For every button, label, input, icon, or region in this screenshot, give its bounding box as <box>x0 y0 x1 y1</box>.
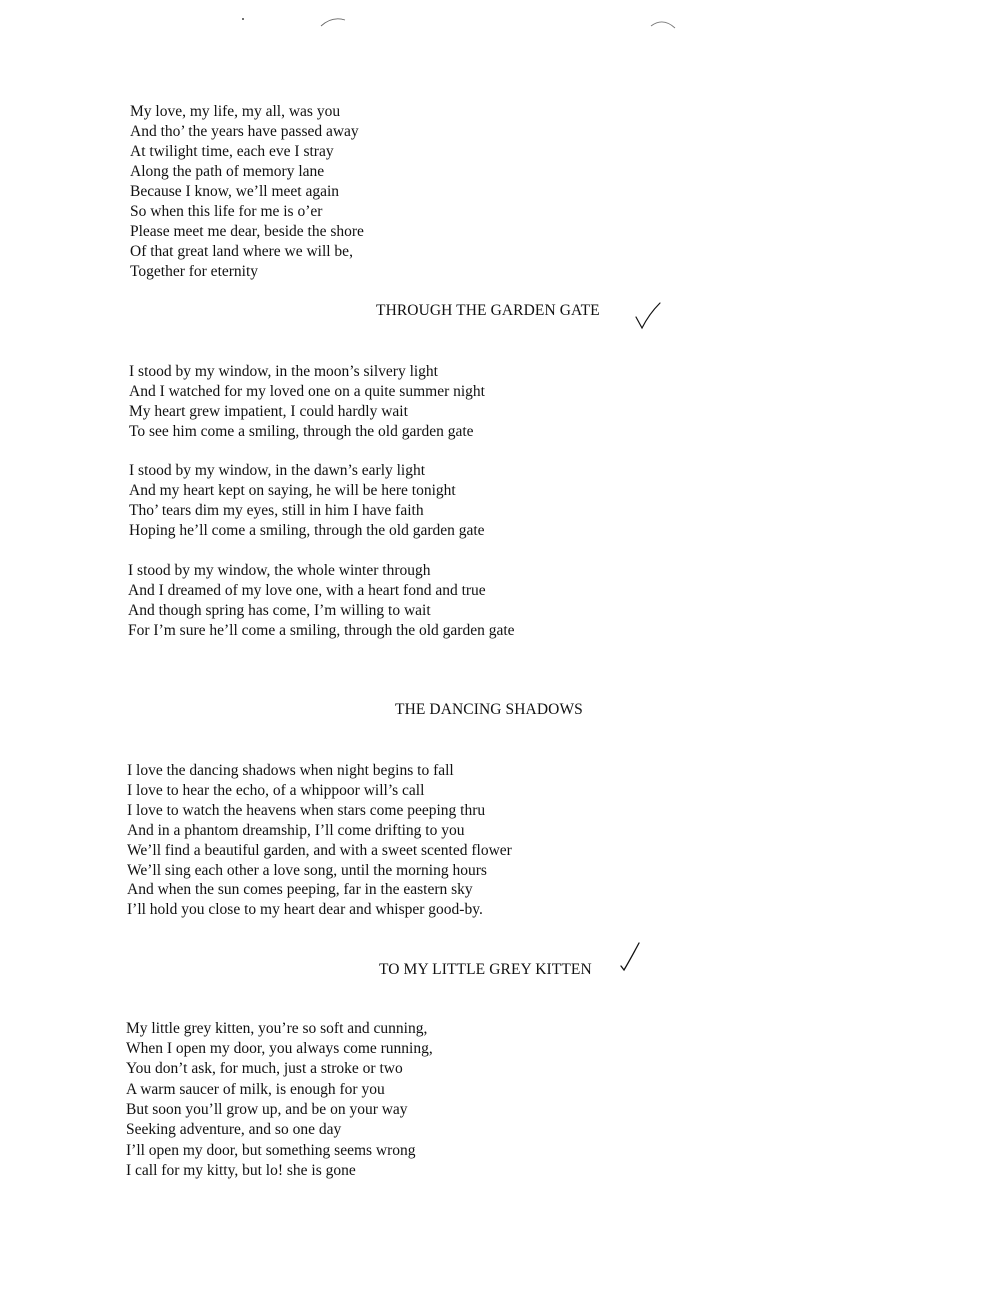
poem-line: And in a phantom dreamship, I’ll come drifting to you <box>127 822 465 839</box>
poem-line: When I open my door, you always come running, <box>126 1040 433 1057</box>
poem-line: I love the dancing shadows when night begins to fall <box>127 762 454 779</box>
poem-line: For I’m sure he’ll come a smiling, through the old garden gate <box>128 622 515 639</box>
poem-line: My little grey kitten, you’re so soft and cunning, <box>126 1020 428 1037</box>
poem-line: My heart grew impatient, I could hardly wait <box>129 403 408 420</box>
poem-line: My love, my life, my all, was you <box>130 103 341 120</box>
poem-line: Of that great land where we will be, <box>130 243 353 260</box>
poem-line: Along the path of memory lane <box>130 163 325 180</box>
poem-line: And though spring has come, I’m willing to wait <box>128 602 431 619</box>
poem-line: And when the sun comes peeping, far in the eastern sky <box>127 881 473 898</box>
poem-line: I stood by my window, in the dawn’s early light <box>129 462 426 479</box>
poem-line: Tho’ tears dim my eyes, still in him I have faith <box>129 502 424 519</box>
poem-line: A warm saucer of milk, is enough for you <box>126 1081 385 1098</box>
poem-title: THROUGH THE GARDEN GATE <box>376 302 600 319</box>
poem-line: I’ll open my door, but something seems wrong <box>126 1142 416 1159</box>
poem-title: TO MY LITTLE GREY KITTEN <box>379 961 592 978</box>
poem-line: I love to hear the echo, of a whippoor will’s call <box>127 782 425 799</box>
poem-line: You don’t ask, for much, just a stroke or two <box>126 1060 403 1077</box>
poem-line: We’ll sing each other a love song, until the morning hours <box>127 862 487 879</box>
poem-line: To see him come a smiling, through the old garden gate <box>129 423 474 440</box>
poem-line: And I dreamed of my love one, with a heart fond and true <box>128 582 486 599</box>
poem-line: Seeking adventure, and so one day <box>126 1121 342 1138</box>
poem-line: We’ll find a beautiful garden, and with a sweet scented flower <box>127 842 512 859</box>
poem-title: THE DANCING SHADOWS <box>395 701 583 718</box>
poem-line: I call for my kitty, but lo! she is gone <box>126 1162 356 1179</box>
scan-speck <box>242 18 244 20</box>
poem-line: Hoping he’ll come a smiling, through the old garden gate <box>129 522 485 539</box>
scan-arc-mark <box>648 16 678 32</box>
poem-line: And my heart kept on saying, he will be here tonight <box>129 482 456 499</box>
poem-line: I love to watch the heavens when stars come peeping thru <box>127 802 486 819</box>
poem-line: Together for eternity <box>130 263 259 280</box>
poem-line: At twilight time, each eve I stray <box>130 143 334 160</box>
checkmark-icon <box>616 940 644 976</box>
poem-line: I stood by my window, in the moon’s silvery light <box>129 363 438 380</box>
poem-line: I stood by my window, the whole winter through <box>128 562 431 579</box>
poem-line: Please meet me dear, beside the shore <box>130 223 364 240</box>
checkmark-icon <box>633 300 663 332</box>
poem-line: I’ll hold you close to my heart dear and whisper good-by. <box>127 901 483 918</box>
poem-line: And tho’ the years have passed away <box>130 123 359 140</box>
poem-line: And I watched for my loved one on a quite summer night <box>129 383 485 400</box>
scan-arc-mark <box>318 14 348 30</box>
poem-line: But soon you’ll grow up, and be on your way <box>126 1101 408 1118</box>
poem-line: So when this life for me is o’er <box>130 203 323 220</box>
poem-line: Because I know, we’ll meet again <box>130 183 340 200</box>
